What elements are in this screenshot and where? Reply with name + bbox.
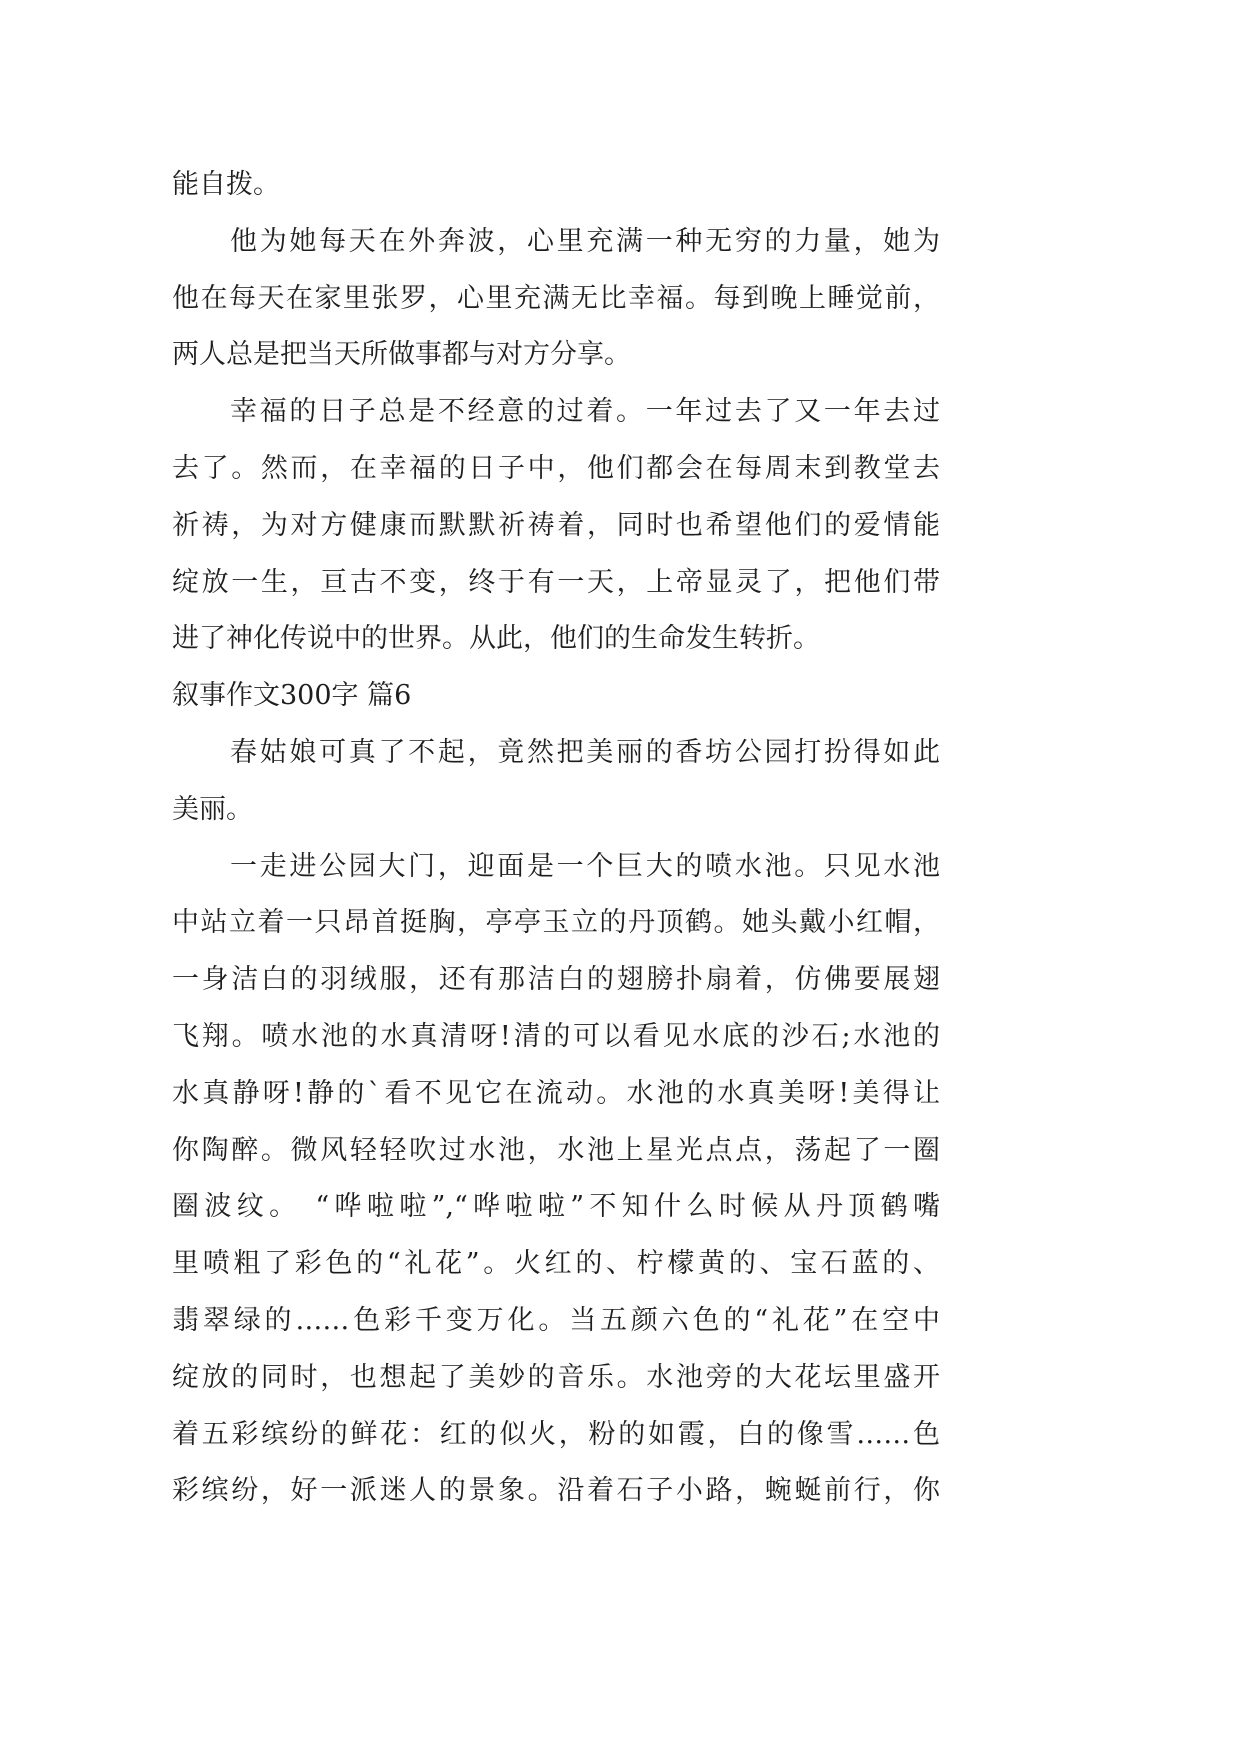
paragraph-line: 你陶醉。微风轻轻吹过水池，水池上星光点点，荡起了一圈 (172, 1134, 940, 1166)
paragraph-line: 进了神化传说中的世界。从此，他们的生命发生转折。 (172, 623, 820, 655)
paragraph-line: 水真静呀!静的`看不见它在流动。水池的水真美呀!美得让 (172, 1077, 940, 1109)
paragraph-line: 能自拨。 (172, 169, 280, 200)
document-body (172, 157, 940, 1520)
paragraph-line: 里喷粗了彩色的“礼花”。火红的、柠檬黄的、宝石蓝的、 (172, 1248, 940, 1280)
section-heading: 叙事作文300字 篇6 (172, 680, 412, 712)
paragraph-line: 春姑娘可真了不起，竟然把美丽的香坊公园打扮得如此 (230, 736, 940, 768)
paragraph-line: 去了。然而，在幸福的日子中，他们都会在每周末到教堂去 (172, 452, 940, 484)
paragraph-line: 翡翠绿的……色彩千变万化。当五颜六色的“礼花”在空中 (172, 1304, 940, 1336)
paragraph-line: 绽放一生，亘古不变，终于有一天，上帝显灵了，把他们带 (172, 566, 940, 598)
paragraph-line: 圈波纹。 “哗啦啦”,“哗啦啦”不知什么时候从丹顶鹤嘴 (172, 1191, 940, 1223)
paragraph-line: 中站立着一只昂首挺胸，亭亭玉立的丹顶鹤。她头戴小红帽， (172, 907, 940, 939)
paragraph-line: 着五彩缤纷的鲜花：红的似火，粉的如霞，白的像雪……色 (172, 1418, 940, 1450)
paragraph-line: 两人总是把当天所做事都与对方分享。 (172, 339, 631, 371)
paragraph-line: 彩缤纷，好一派迷人的景象。沿着石子小路，蜿蜒前行，你 (172, 1475, 940, 1507)
paragraph-line: 美丽。 (172, 793, 253, 825)
paragraph-line: 一身洁白的羽绒服，还有那洁白的翅膀扑扇着，仿佛要展翅 (172, 964, 940, 996)
paragraph-line: 绽放的同时，也想起了美妙的音乐。水池旁的大花坛里盛开 (172, 1361, 940, 1393)
paragraph-line: 幸福的日子总是不经意的过着。一年过去了又一年去过 (230, 396, 940, 428)
paragraph-line: 一走进公园大门，迎面是一个巨大的喷水池。只见水池 (230, 850, 940, 882)
paragraph-line: 祈祷，为对方健康而默默祈祷着，同时也希望他们的爱情能 (172, 509, 940, 541)
paragraph-line: 飞翔。喷水池的水真清呀!清的可以看见水底的沙石;水池的 (172, 1020, 940, 1052)
paragraph-line: 他在每天在家里张罗，心里充满无比幸福。每到晚上睡觉前， (172, 282, 940, 314)
paragraph-line: 他为她每天在外奔波，心里充满一种无穷的力量，她为 (230, 225, 940, 257)
